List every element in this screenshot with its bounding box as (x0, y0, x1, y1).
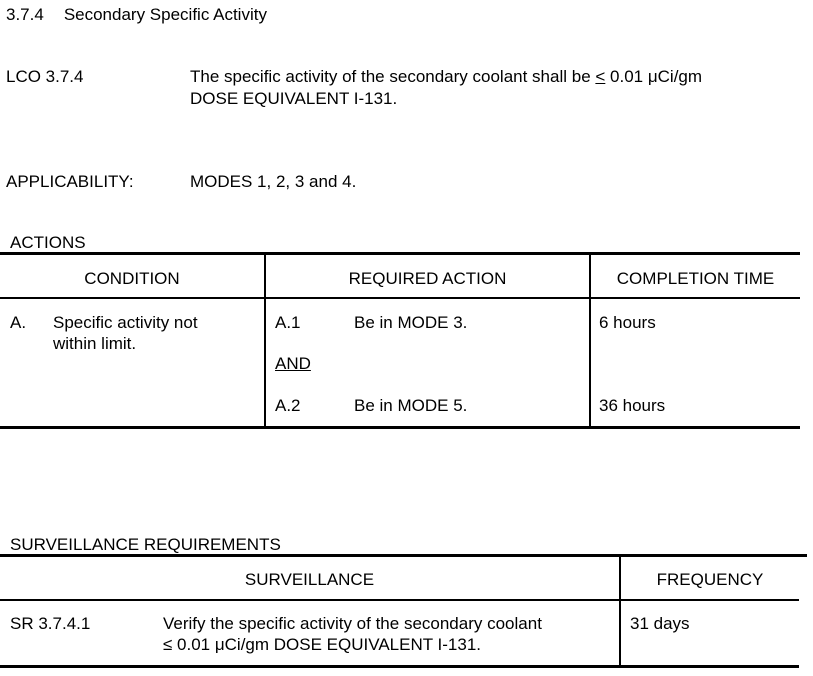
actions-heading: ACTIONS (10, 233, 86, 252)
header-frequency: FREQUENCY (656, 570, 764, 589)
lco-text-line1 (190, 66, 702, 87)
actions-table-bottom-border (0, 426, 800, 429)
header-surveillance: SURVEILLANCE (244, 570, 375, 589)
actions-table-header-border (0, 297, 800, 299)
less-equal-symbol: < (595, 67, 606, 86)
sr-id: SR 3.7.4.1 (10, 614, 91, 633)
header-completion-time: COMPLETION TIME (616, 269, 775, 288)
section-number: 3.7.4 (6, 5, 44, 24)
header-condition: CONDITION (84, 269, 180, 288)
surveillance-table-bottom-border (0, 665, 799, 668)
and-connector: AND (275, 354, 311, 373)
lco-text-before: The specific activity of the secondary coolant shall be (190, 67, 596, 86)
completion-time-value: 36 hours (599, 396, 666, 415)
condition-text-line2: within limit. (53, 334, 137, 353)
section-title: Secondary Specific Activity (63, 5, 267, 24)
condition-text-line1: Specific activity not (53, 313, 198, 332)
action-step-text: Be in MODE 3. (354, 313, 468, 332)
completion-time-value: 6 hours (599, 313, 656, 332)
lco-text-after: 0.01 μCi/gm (605, 67, 703, 86)
action-step-text: Be in MODE 5. (354, 396, 468, 415)
applicability-text: MODES 1, 2, 3 and 4. (190, 172, 357, 191)
actions-table-top-border (0, 252, 800, 255)
sr-text-line1: Verify the specific activity of the secondary coolant (163, 614, 542, 633)
lco-label: LCO 3.7.4 (6, 67, 84, 86)
section-heading (6, 4, 267, 25)
surveillance-table-top-border (0, 554, 807, 557)
header-required-action: REQUIRED ACTION (348, 269, 507, 288)
surveillance-table-header-border (0, 599, 799, 601)
action-step-id: A.1 (275, 313, 301, 332)
sr-text-line2: ≤ 0.01 μCi/gm DOSE EQUIVALENT I-131. (163, 635, 481, 654)
condition-id: A. (10, 313, 27, 332)
lco-text-line2: DOSE EQUIVALENT I-131. (190, 89, 398, 108)
applicability-label: APPLICABILITY: (6, 172, 134, 191)
action-step-id: A.2 (275, 396, 301, 415)
sr-frequency: 31 days (630, 614, 690, 633)
surveillance-heading: SURVEILLANCE REQUIREMENTS (10, 535, 281, 554)
